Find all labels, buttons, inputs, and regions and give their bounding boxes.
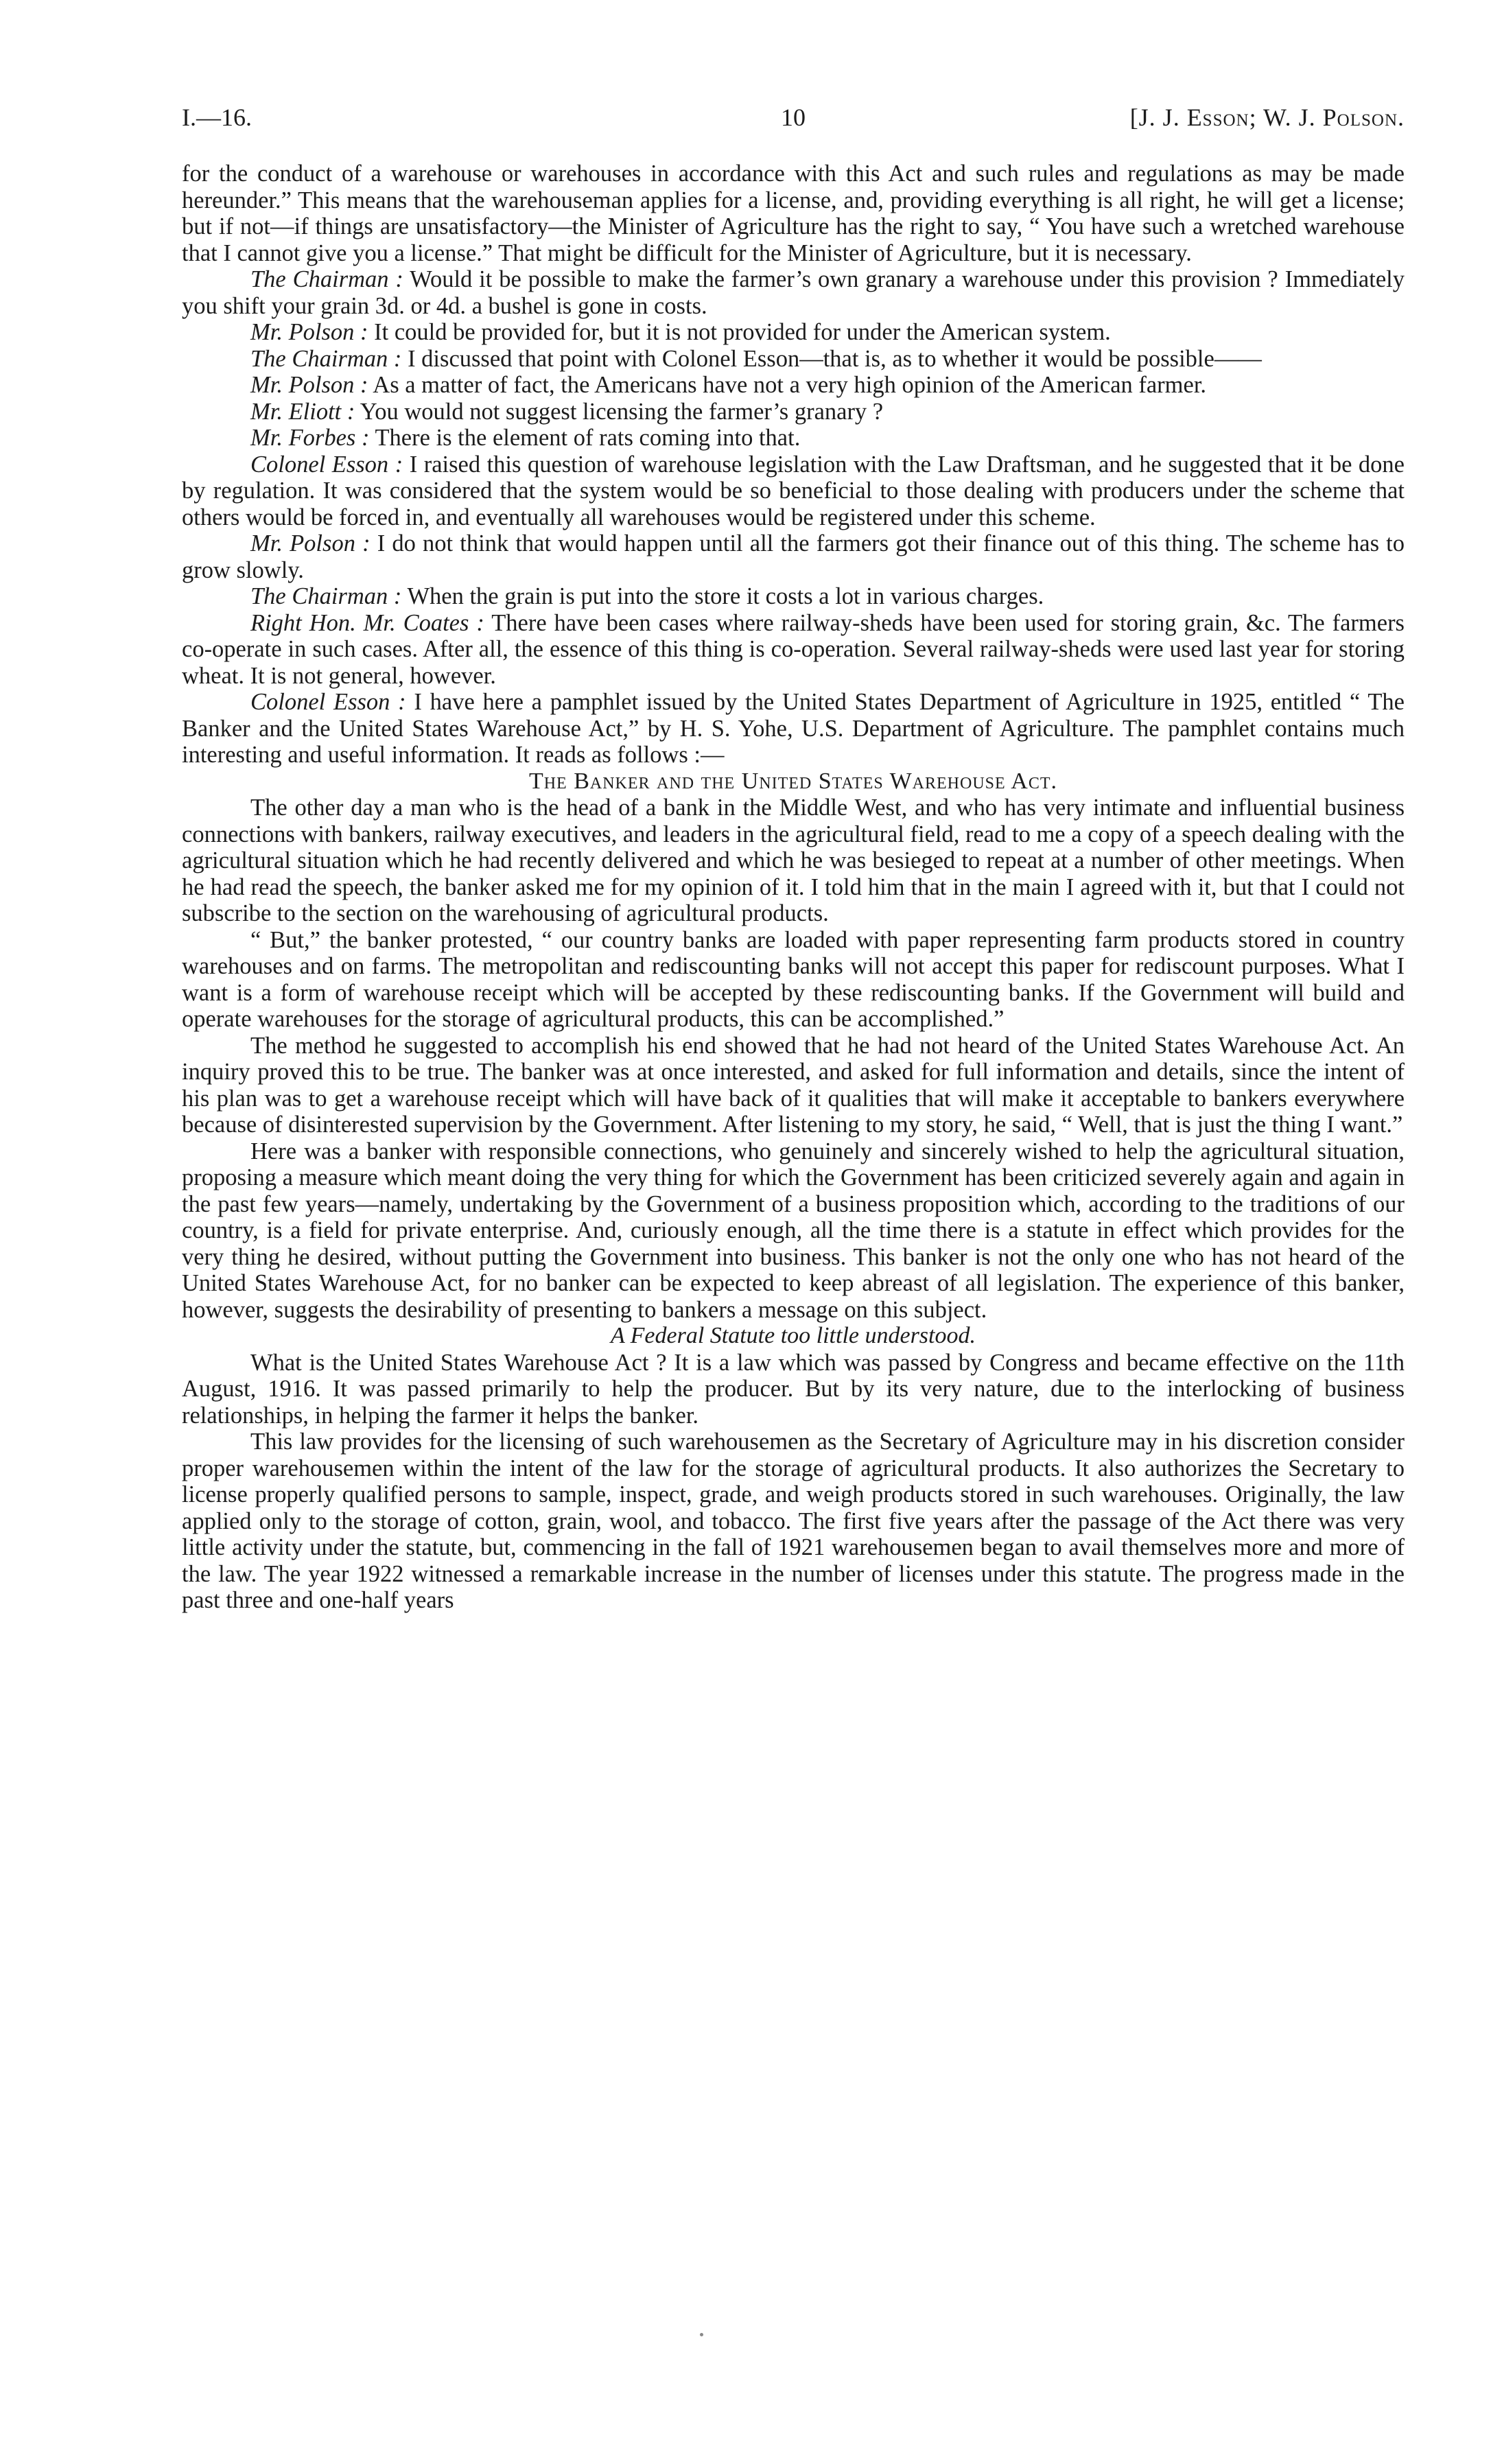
- speaker-name: Colonel Esson :: [250, 689, 406, 715]
- speaker-name: The Chairman :: [250, 583, 402, 609]
- quoted-paragraph: The other day a man who is the head of a bank in the Middle West, and who has very intimate and influential business connections with bankers, railway executives, and leaders in the agricultural field, read to me a copy of a speech dealing with the agricultural situation which he had recently delivered and which he was besieged to repeat at a number of other meetings. When he had read the speech, the banker asked me for my opinion of it. I told him that in the main I agreed with it, but that I could not subscribe to the section on the warehousing of agricultural products.: [182, 795, 1405, 926]
- speaker-name: Mr. Eliott :: [250, 398, 355, 425]
- quoted-paragraph: What is the United States Warehouse Act ? It is a law which was passed by Congress and became effective on the 11th August, 1916. It was passed primarily to help the producer. But by its very nature, due to the interlocking of business relationships, in helping the farmer it helps the banker.: [182, 1349, 1405, 1429]
- paragraph: [182, 266, 1405, 319]
- paragraph-text: I raised this question of warehouse legislation with the Law Draftsman, and he suggested that it be done by regulation. It was considered that the system would be so beneficial to those dealing with producers under the scheme that others would be forced in, and eventually all warehouses would be registered under this scheme.: [182, 451, 1405, 530]
- paragraph: [182, 346, 1405, 373]
- quoted-paragraph: This law provides for the licensing of such warehousemen as the Secretary of Agriculture may in his discretion consider proper warehousemen within the intent of the law for the storage of agricultural products. It also authorizes the Secretary to license properly qualified persons to sample, inspect, grade, and weigh products stored in such warehouses. Originally, the law applied only to the storage of cotton, grain, wool, and tobacco. The first five years after the passage of the Act there was very little activity under the statute, but, commencing in the fall of 1921 warehousemen began to avail themselves more and more of the law. The year 1922 witnessed a remarkable increase in the number of licenses under this statute. The progress made in the past three and one-half years: [182, 1429, 1405, 1613]
- paragraph: [182, 610, 1405, 690]
- paragraph-text: When the grain is put into the store it costs a lot in various charges.: [407, 583, 1044, 609]
- paragraph-text: It could be provided for, but it is not provided for under the American system.: [374, 319, 1111, 345]
- paragraph: [182, 372, 1405, 399]
- page-number: 10: [781, 104, 806, 131]
- paragraph: [182, 399, 1405, 425]
- paragraph: [182, 689, 1405, 768]
- paragraph-text: As a matter of fact, the Americans have not a very high opinion of the American farmer.: [373, 372, 1207, 398]
- speaker-name: Colonel Esson :: [250, 451, 403, 478]
- section-heading: The Banker and the United States Warehouse Act.: [528, 768, 1058, 794]
- subsection-heading: A Federal Statute too little understood.: [611, 1323, 976, 1348]
- paragraph-text: I do not think that would happen until all the farmers got their finance out of this thing. The scheme has to grow slowly.: [182, 530, 1405, 583]
- paragraph: [182, 451, 1405, 531]
- paragraph-text: I have here a pamphlet issued by the United States Department of Agriculture in 1925, entitled “ The Banker and the United States Warehouse Act,” by H. S. Yohe, U.S. Department of Agriculture. The pamphlet contains much interesting and useful information. It reads as follows :—: [182, 689, 1405, 768]
- witness-names: [J. J. Esson; W. J. Polson.: [1129, 104, 1405, 131]
- paragraph-text: There have been cases where railway-sheds have been used for storing grain, &c. The farmers co-operate in such cases. After all, the essence of this thing is co-operation. Several railway-sheds were used last year for storing wheat. It is not general, however.: [182, 609, 1405, 689]
- quoted-paragraph: The method he suggested to accomplish his end showed that he had not heard of the United States Warehouse Act. An inquiry proved this to be true. The banker was at once interested, and asked for full information and details, since the intent of his plan was to get a warehouse receipt which will have back of it qualities that will make it acceptable to bankers everywhere because of disinterested supervision by the Government. After listening to my story, he said, “ Well, that is just the thing I want.”: [182, 1032, 1405, 1138]
- speaker-name: Mr. Polson :: [250, 530, 371, 556]
- page-header: [182, 103, 1405, 144]
- paragraph: [182, 530, 1405, 583]
- quoted-paragraph: “ But,” the banker protested, “ our country banks are loaded with paper representing farm products stored in country warehouses and on farms. The metropolitan and rediscounting banks will not accept this paper for rediscount purposes. What I want is a form of warehouse receipt which will be accepted by these rediscounting banks. If the Government will build and operate warehouses for the storage of agricultural products, this can be accomplished.”: [182, 926, 1405, 1032]
- document-body: [182, 161, 1405, 1614]
- speaker-name: The Chairman :: [250, 266, 403, 292]
- speaker-name: Right Hon. Mr. Coates :: [250, 609, 484, 636]
- document-page: [182, 103, 1405, 1614]
- paragraph: [182, 161, 1405, 266]
- paragraph-text: You would not suggest licensing the farmer’s granary ?: [360, 398, 884, 425]
- speaker-name: Mr. Forbes :: [250, 425, 370, 451]
- speaker-name: The Chairman :: [250, 345, 402, 372]
- paragraph-text: There is the element of rats coming into that.: [375, 425, 801, 451]
- paragraph: [182, 425, 1405, 451]
- paragraph-text: I discussed that point with Colonel Esson—that is, as to whether it would be possible——: [408, 345, 1262, 372]
- paper-number: I.—16.: [182, 104, 252, 131]
- speaker-name: Mr. Polson :: [250, 372, 368, 398]
- paragraph-text: Would it be possible to make the farmer’s own granary a warehouse under this provision ? Immediately you shift your grain 3d. or 4d. a bushel is gone in costs.: [182, 266, 1405, 319]
- paragraph: [182, 583, 1405, 610]
- stray-mark: [700, 2333, 703, 2336]
- speaker-name: Mr. Polson :: [250, 319, 368, 345]
- quoted-paragraph: Here was a banker with responsible connections, who genuinely and sincerely wished to help the agricultural situation, proposing a measure which meant doing the very thing for which the Government has been criticized severely again and again in the past few years—namely, undertaking by the Government of a business proposition which, according to the traditions of our country, is a field for private enterprise. And, curiously enough, all the time there is a statute in effect which provides for the very thing he desired, without putting the Government into business. This banker is not the only one who has not heard of the United States Warehouse Act, for no banker can be expected to keep abreast of all legislation. The experience of this banker, however, suggests the desirability of presenting to bankers a message on this subject.: [182, 1138, 1405, 1323]
- paragraph: [182, 319, 1405, 346]
- paragraph-text: for the conduct of a warehouse or warehouses in accordance with this Act and such rules and regulations as may be made hereunder.” This means that the warehouseman applies for a license, and, providing everything is all right, he will get a license; but if not—if things are unsatisfactory—the Minister of Agriculture has the right to say, “ You have such a wretched warehouse that I cannot give you a license.” That might be difficult for the Minister of Agriculture, but it is necessary.: [182, 161, 1405, 266]
